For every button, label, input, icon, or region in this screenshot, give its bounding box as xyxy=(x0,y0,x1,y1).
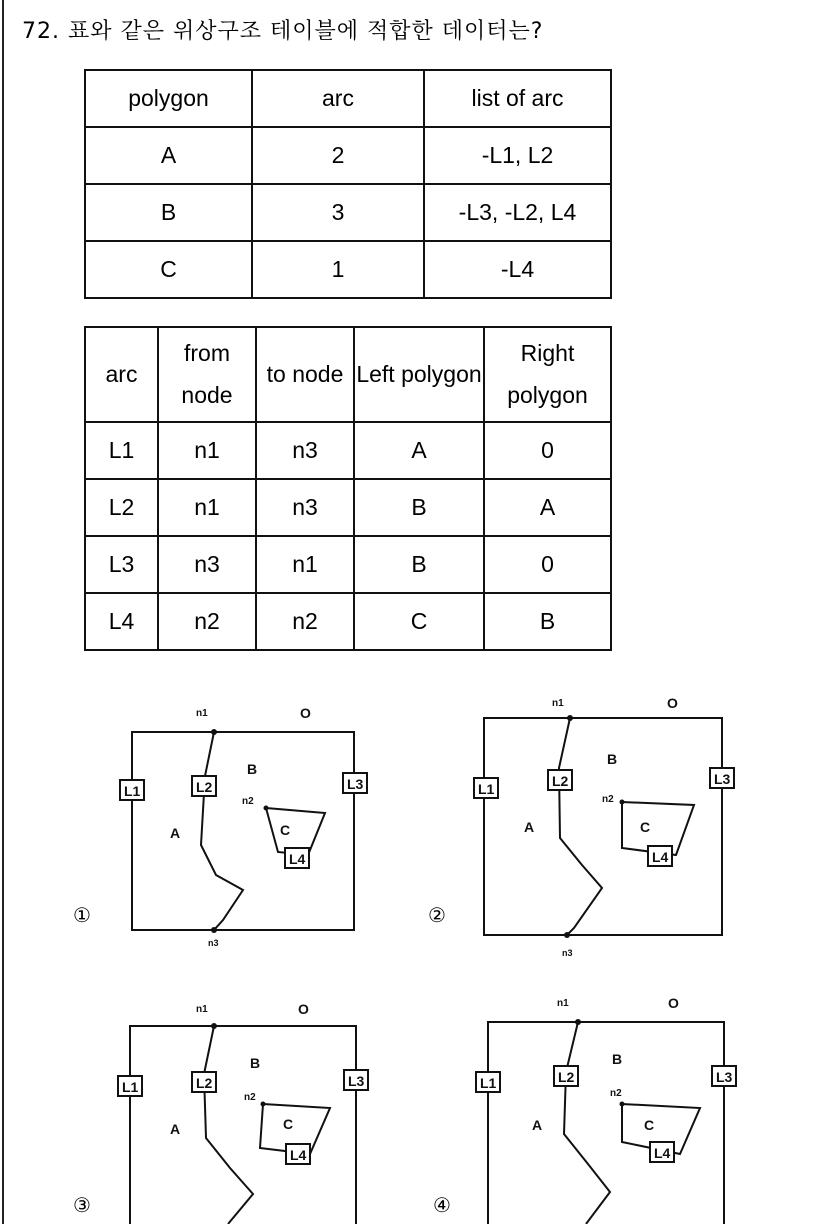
node-n1-label: n1 xyxy=(196,708,208,719)
header-polygon: polygon xyxy=(85,70,252,127)
polygon-a-label: A xyxy=(532,1117,543,1133)
table-cell: -L1, L2 xyxy=(424,127,611,184)
arc-l1-label: L1 xyxy=(478,781,495,797)
polygon-c-label: C xyxy=(283,1116,294,1132)
outer-boundary xyxy=(488,1022,724,1224)
table-row xyxy=(85,241,611,298)
table-cell: B xyxy=(85,184,252,241)
arc-l3-label: L3 xyxy=(714,771,731,787)
arc-l1-label: L1 xyxy=(122,1079,139,1095)
header-arc: arc xyxy=(252,70,424,127)
polygon-c-label: C xyxy=(644,1117,655,1133)
table-cell: n3 xyxy=(256,479,354,536)
table-cell: n3 xyxy=(158,536,256,593)
option-4-label: ④ xyxy=(433,1193,451,1217)
question-title: 72. 표와 같은 위상구조 테이블에 적합한 데이터는? xyxy=(22,19,544,44)
header-list-of-arc: list of arc xyxy=(424,70,611,127)
polygon-b-label: B xyxy=(607,751,618,767)
arc-l2-line xyxy=(564,1022,610,1224)
outside-o-label: O xyxy=(667,695,678,711)
node-n2-label: n2 xyxy=(602,794,614,805)
arc-l2-label: L2 xyxy=(558,1069,575,1085)
node-n2-label: n2 xyxy=(242,796,254,807)
table-row xyxy=(85,184,611,241)
outer-boundary xyxy=(132,732,354,930)
arc-l2-line xyxy=(204,1026,253,1224)
table-cell: A xyxy=(354,422,484,479)
table-header-row xyxy=(85,70,611,127)
polygon-c-label: C xyxy=(280,822,291,838)
node-n3-label: n3 xyxy=(562,948,573,958)
arc-l2-label: L2 xyxy=(196,1075,213,1091)
outside-o-label: O xyxy=(668,995,679,1011)
table-cell: n3 xyxy=(256,422,354,479)
arc-l4-label: L4 xyxy=(652,849,669,865)
table-cell: L3 xyxy=(85,536,158,593)
table-cell: 0 xyxy=(484,536,611,593)
node-n1-label: n1 xyxy=(196,1004,208,1015)
option-3-label: ③ xyxy=(73,1193,91,1217)
table-row xyxy=(85,593,611,650)
header-arc: arc xyxy=(85,327,158,422)
header-left-polygon: Left polygon xyxy=(354,327,484,422)
table-cell: n2 xyxy=(158,593,256,650)
table-cell: 0 xyxy=(484,422,611,479)
polygon-b-label: B xyxy=(612,1051,623,1067)
polygon-a-label: A xyxy=(524,819,535,835)
polygon-b-label: B xyxy=(250,1055,261,1071)
arc-l2-label: L2 xyxy=(552,773,569,789)
option-1-figure xyxy=(108,700,380,952)
option-2-figure xyxy=(462,690,742,960)
table-cell: n1 xyxy=(158,479,256,536)
table-cell: L4 xyxy=(85,593,158,650)
polygon-a-label: A xyxy=(170,1121,181,1137)
polygon-table xyxy=(84,69,612,299)
table-cell: L2 xyxy=(85,479,158,536)
node-n2-label: n2 xyxy=(610,1088,622,1099)
arc-l4-label: L4 xyxy=(654,1145,671,1161)
table-cell: n1 xyxy=(158,422,256,479)
arc-l3-label: L3 xyxy=(716,1069,733,1085)
header-to-node: to node xyxy=(256,327,354,422)
page-left-border xyxy=(2,0,4,1224)
table-cell: -L4 xyxy=(424,241,611,298)
polygon-a-label: A xyxy=(170,825,181,841)
table-cell: A xyxy=(85,127,252,184)
option-3-figure xyxy=(108,996,380,1224)
table-cell: L1 xyxy=(85,422,158,479)
arc-l3-label: L3 xyxy=(348,1073,365,1089)
table-cell: -L3, -L2, L4 xyxy=(424,184,611,241)
polygon-c-label: C xyxy=(640,819,651,835)
arc-l2-line xyxy=(201,732,243,930)
arc-l4-label: L4 xyxy=(290,1147,307,1163)
header-right-polygon: Right polygon xyxy=(484,327,611,422)
arc-l1-label: L1 xyxy=(124,783,141,799)
table-cell: B xyxy=(484,593,611,650)
arc-table xyxy=(84,326,612,651)
outside-o-label: O xyxy=(298,1001,309,1017)
option-1-label: ① xyxy=(73,903,91,927)
arc-l4-label: L4 xyxy=(289,851,306,867)
table-cell: B xyxy=(354,479,484,536)
outside-o-label: O xyxy=(300,705,311,721)
table-cell: B xyxy=(354,536,484,593)
table-cell: 2 xyxy=(252,127,424,184)
option-4-figure xyxy=(462,992,742,1224)
arc-l3-label: L3 xyxy=(347,776,364,792)
table-row xyxy=(85,422,611,479)
arc-l2-label: L2 xyxy=(196,779,213,795)
table-cell: n1 xyxy=(256,536,354,593)
table-cell: C xyxy=(85,241,252,298)
table-cell: n2 xyxy=(256,593,354,650)
node-n1-label: n1 xyxy=(552,698,564,709)
arc-l1-label: L1 xyxy=(480,1075,497,1091)
table-cell: 3 xyxy=(252,184,424,241)
table-row xyxy=(85,536,611,593)
node-n3-label: n3 xyxy=(208,938,219,948)
table-cell: A xyxy=(484,479,611,536)
table-cell: 1 xyxy=(252,241,424,298)
option-2-label: ② xyxy=(428,903,446,927)
table-cell: C xyxy=(354,593,484,650)
polygon-b-label: B xyxy=(247,761,258,777)
node-n1-label: n1 xyxy=(557,998,569,1009)
table-row xyxy=(85,479,611,536)
header-from-node: from node xyxy=(158,327,256,422)
table-header-row xyxy=(85,327,611,422)
arc-l2-line xyxy=(559,718,602,935)
node-n2-label: n2 xyxy=(244,1092,256,1103)
table-row xyxy=(85,127,611,184)
